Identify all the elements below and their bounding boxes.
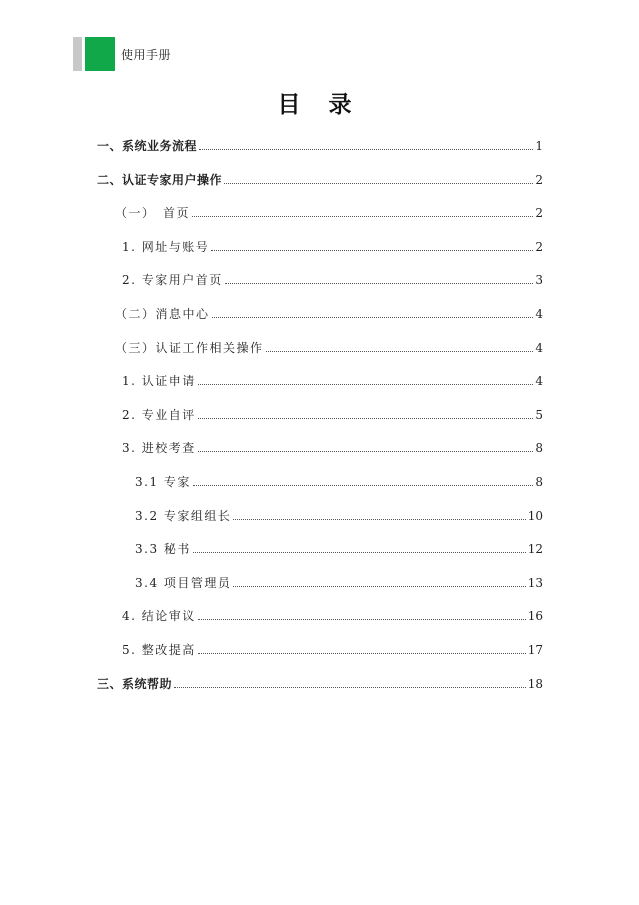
- toc-entry[interactable]: [122, 269, 543, 287]
- toc-entry-label: （一） 首页: [115, 206, 191, 221]
- toc-entry-label: 3.3 秘书: [135, 542, 191, 557]
- toc-entry-label: 3. 进校考查: [122, 441, 196, 456]
- toc-entry-page: 2: [535, 206, 543, 221]
- toc-leader-dots: [211, 249, 533, 251]
- toc-leader-dots: [198, 618, 526, 620]
- toc-entry[interactable]: [97, 673, 543, 691]
- toc-entry-label: （三）认证工作相关操作: [115, 340, 264, 355]
- toc-entry-label: 1. 认证申请: [122, 374, 196, 389]
- toc-entry-label: 4. 结论审议: [122, 609, 196, 624]
- toc-entry-page: 1: [535, 139, 543, 153]
- toc-entry-label: 三、系统帮助: [97, 676, 173, 691]
- toc-leader-dots: [192, 215, 533, 217]
- toc-entry-page: 10: [527, 508, 543, 523]
- toc-leader-dots: [198, 652, 526, 654]
- toc-entry-label: 3.1 专家: [135, 475, 191, 489]
- toc-entry[interactable]: [135, 572, 543, 590]
- toc-entry-page: 16: [527, 609, 543, 624]
- toc-leader-dots: [225, 282, 534, 284]
- toc-leader-dots: [198, 417, 534, 419]
- toc-entry-page: 13: [527, 575, 543, 590]
- toc-entry-label: 二、认证专家用户操作: [97, 172, 223, 187]
- toc-leader-dots: [174, 686, 526, 688]
- toc-entry[interactable]: [122, 437, 543, 455]
- toc-entry-page: 12: [527, 542, 543, 557]
- toc-entry-label: 2. 专业自评: [122, 407, 196, 422]
- toc-entry-label: 5. 整改提高: [122, 643, 196, 657]
- toc-leader-dots: [224, 182, 533, 184]
- toc-entry[interactable]: [97, 169, 543, 187]
- toc-leader-dots: [193, 551, 526, 553]
- toc-entry[interactable]: [122, 605, 543, 623]
- toc-entry[interactable]: [97, 135, 543, 153]
- toc-leader-dots: [193, 484, 533, 486]
- toc-entry-label: 2. 专家用户首页: [122, 273, 223, 288]
- toc-entry-page: 8: [535, 441, 543, 456]
- toc-entry-page: 2: [535, 239, 543, 254]
- toc-entry-label: 一、系统业务流程: [97, 139, 198, 153]
- toc-leader-dots: [233, 518, 525, 520]
- toc-entry-page: 8: [535, 475, 543, 489]
- toc-entry-page: 4: [535, 374, 543, 389]
- toc-entry[interactable]: [122, 370, 543, 388]
- toc-entry[interactable]: [115, 303, 543, 321]
- toc-leader-dots: [199, 148, 533, 150]
- toc-entry[interactable]: [135, 538, 543, 556]
- toc-entry[interactable]: [122, 639, 543, 657]
- toc-entry-label: 1. 网址与账号: [122, 239, 210, 254]
- toc-entry-page: 17: [527, 643, 543, 657]
- toc-entry[interactable]: [115, 202, 543, 220]
- toc-entry[interactable]: [122, 404, 543, 422]
- toc-entry-page: 5: [535, 407, 543, 422]
- toc-title: 目 录: [277, 92, 362, 118]
- toc-entry-page: 2: [535, 172, 543, 187]
- toc-entry-label: 3.4 项目管理员: [135, 575, 232, 590]
- toc-entry[interactable]: [122, 236, 543, 254]
- toc-entry[interactable]: [135, 505, 543, 523]
- toc-entry-page: 18: [527, 676, 543, 691]
- toc-entry-page: 3: [535, 273, 543, 288]
- toc-leader-dots: [266, 350, 534, 352]
- toc-leader-dots: [233, 585, 525, 587]
- toc-entry-page: 4: [535, 307, 543, 321]
- toc-entry-page: 4: [535, 340, 543, 355]
- toc-leader-dots: [198, 450, 534, 452]
- header-label: 使用手册: [121, 47, 172, 62]
- toc-leader-dots: [212, 316, 534, 318]
- toc-entry-label: （二）消息中心: [115, 307, 210, 321]
- toc-entry[interactable]: [115, 337, 543, 355]
- toc-entry-label: 3.2 专家组组长: [135, 508, 232, 523]
- toc-leader-dots: [198, 383, 534, 385]
- toc-entry[interactable]: [135, 471, 543, 489]
